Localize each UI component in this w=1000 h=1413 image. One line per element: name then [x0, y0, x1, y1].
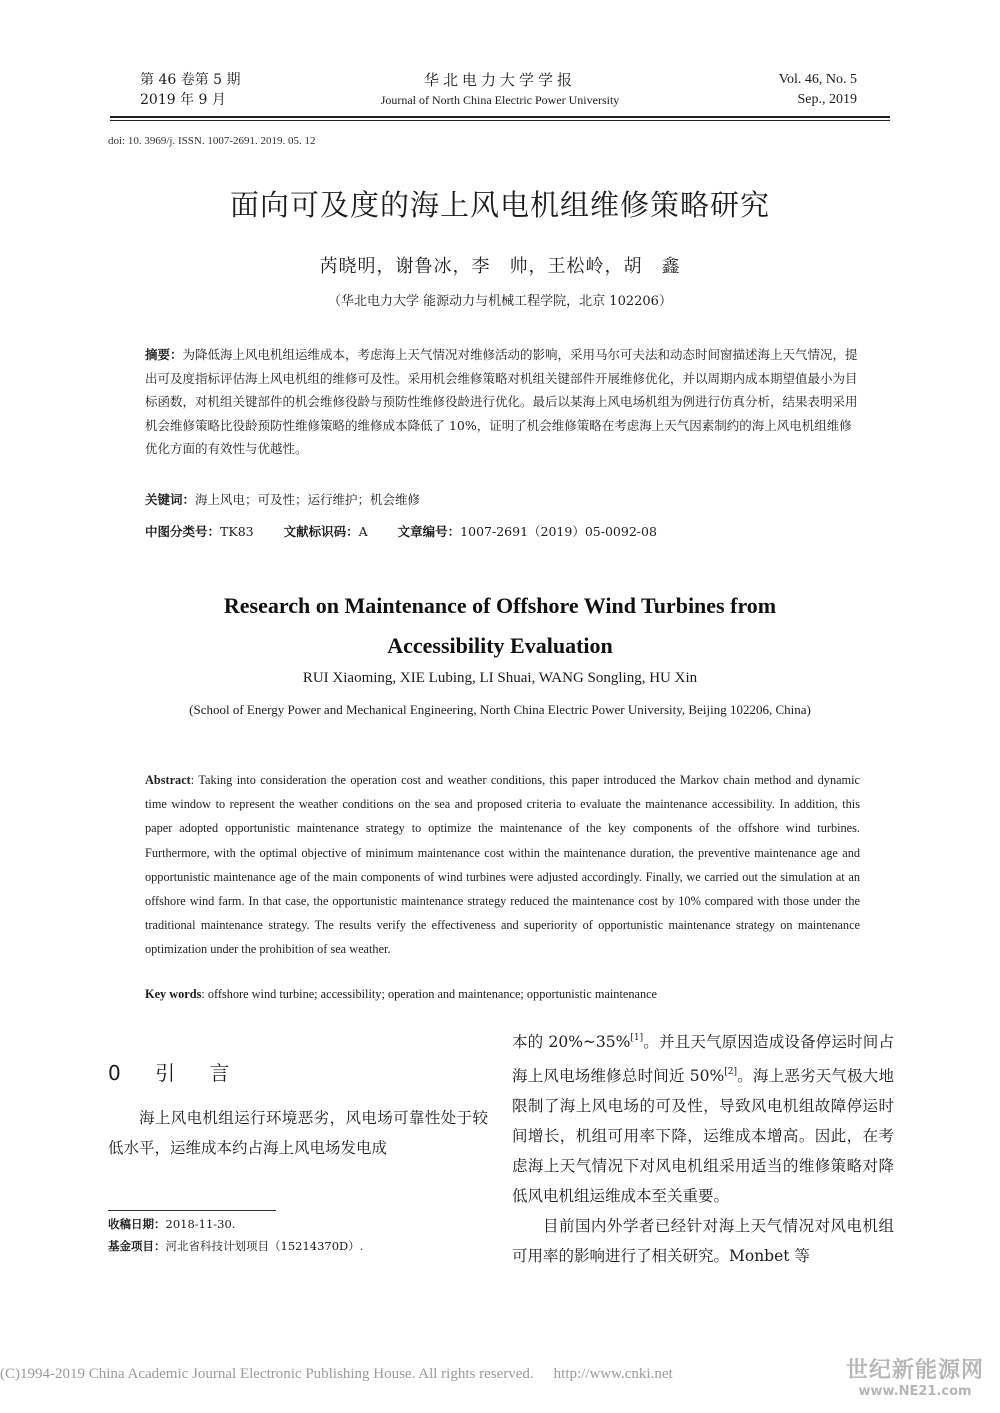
affiliation-cn: （华北电力大学 能源动力与机械工程学院，北京 102206）	[328, 294, 672, 309]
doi: doi: 10. 3969/j. ISSN. 1007-2691. 2019. 05. 12	[108, 135, 316, 147]
copyright-notice	[0, 1366, 673, 1383]
intro-paragraph-right-1	[512, 1023, 894, 1211]
citation-ref-2: [2]	[724, 1067, 737, 1077]
citation-ref-1: [1]	[630, 1033, 644, 1043]
intro-text-segment: 。海上恶劣天气极大地限制了海上风电场的可及性，导致风电机组故障停运时间增长，机组可用率下降，运维成本增高。因此，在考虑海上天气情况下对风电机组采用适当的维修策略对降低风电机组运维成本至关重要。	[512, 1067, 894, 1205]
header-rule-thick	[110, 116, 890, 118]
paper-title-en-line1: Research on Maintenance of Offshore Wind Turbines from	[223, 593, 777, 618]
paper-title-en	[0, 586, 1000, 666]
received-value: 2018-11-30.	[165, 1217, 236, 1231]
journal-name-cn: 华北电力大学学报	[423, 71, 576, 89]
authors-en: RUI Xiaoming, XIE Lubing, LI Shuai, WANG Songling, HU Xin	[302, 670, 698, 686]
article-no-label: 文章编号：	[397, 524, 461, 539]
keywords-cn-label: 关键词：	[145, 492, 196, 507]
header-rule-thin	[110, 120, 890, 121]
fund-value: 河北省科技计划项目（15214370D）.	[165, 1239, 364, 1253]
classification-cn	[145, 522, 657, 542]
keywords-cn-text: 海上风电；可及性；运行维护；机会维修	[195, 492, 421, 507]
keywords-en	[145, 984, 657, 1004]
journal-name-en: Journal of North China Electric Power University	[380, 93, 620, 107]
issue-date-en: Sep., 2019	[797, 92, 857, 107]
abstract-en	[145, 768, 860, 962]
clc-label: 中图分类号：	[145, 524, 221, 539]
intro-paragraph-right-2: 目前国内外学者已经针对海上天气情况对风电机组可用率的影响进行了相关研究。Monbet 等	[512, 1217, 894, 1265]
paper-title-cn: 面向可及度的海上风电机组维修策略研究	[229, 188, 770, 222]
watermark-text-cn: 世纪新能源网	[845, 1358, 984, 1383]
footnote-received	[108, 1215, 235, 1233]
abstract-en-text: : Taking into consideration the operation cost and weather conditions, this paper introduced the Markov chain method and dynamic time window to represent the weather conditions on the sea and proposed criteria to evaluate the maintenance accessibility. In addition, this paper adopted opportunistic maintenance strategy to optimize the maintenance of the key components of the offshore wind turbines. Furthermore, with the optimal objective of minimum maintenance cost within the maintenance duration, the preventive maintenance age and opportunistic maintenance age of the main components of wind turbines were adjusted accordingly. Finally, we carried out the simulation at an offshore wind farm. In that case, the opportunistic maintenance strategy reduced the maintenance cost by 10% compared with those under the traditional maintenance strategy. The results verify the effectiveness and superiority of opportunistic maintenance strategy on maintenance optimization under the prohibition of sea weather.	[145, 773, 860, 957]
received-label: 收稿日期：	[108, 1217, 166, 1231]
intro-paragraph-left: 海上风电机组运行环境恶劣，风电场可靠性处于较低水平，运维成本约占海上风电场发电成	[108, 1109, 488, 1157]
intro-text-segment: 本的 20%~35%	[512, 1033, 631, 1051]
abstract-cn-text: 为降低海上风电机组运维成本，考虑海上天气情况对维修活动的影响，采用马尔可夫法和动态时间窗描述海上天气情况，提出可及度指标评估海上风电机组的维修可及性。采用机会维修策略对机组关键部件开展维修优化，并以周期内成本期望值最小为目标函数，对机组关键部件的机会维修役龄与预防性维修役龄进行优化。最后以某海上风电场机组为例进行仿真分析，结果表明采用机会维修策略比役龄预防性维修策略的维修成本降低了 10%，证明了机会维修策略在考虑海上天气因素制约的海上风电机组维修优化方面的有效性与优越性。	[145, 347, 858, 456]
intro-column-right	[512, 1023, 894, 1271]
keywords-en-text: : offshore wind turbine; accessibility; operation and maintenance; opportunistic maintenance	[201, 987, 658, 1001]
clc-value: TK83	[220, 524, 254, 539]
doc-code-label: 文献标识码：	[283, 524, 359, 539]
abstract-cn	[145, 343, 860, 461]
paper-title-en-line2: Accessibility Evaluation	[387, 633, 613, 658]
journal-issue-info	[140, 70, 241, 110]
keywords-en-label: Key words	[145, 987, 202, 1001]
journal-name	[300, 70, 700, 110]
watermark-url: www.NE21.com	[858, 1384, 972, 1399]
issue-volume-en: Vol. 46, No. 5	[778, 72, 857, 87]
abstract-en-label: Abstract	[145, 773, 191, 787]
authors-cn: 芮晓明，谢鲁冰，李 帅，王松岭，胡 鑫	[319, 256, 681, 277]
copyright-text: (C)1994-2019 China Academic Journal Electronic Publishing House. All rights reserved.	[0, 1366, 534, 1382]
affiliation-en: (School of Energy Power and Mechanical Engineering, North China Electric Power University, Beijing 102206, China)	[189, 702, 811, 717]
keywords-cn	[145, 490, 420, 510]
watermark-logo	[840, 1358, 990, 1400]
footnote-fund	[108, 1237, 363, 1255]
doc-code-value: A	[358, 524, 368, 539]
article-no-value: 1007-2691（2019）05-0092-08	[460, 524, 657, 539]
section-heading-introduction: 0 引 言	[108, 1061, 244, 1085]
footnote-rule	[108, 1210, 276, 1211]
cnki-url: http://www.cnki.net	[553, 1366, 673, 1382]
issue-date: 2019 年 9 月	[140, 92, 226, 108]
intro-text-segment: 。并且天气原因造成设备停运时间占海上风电场维修总时间近 50%	[512, 1033, 894, 1085]
fund-label: 基金项目：	[108, 1239, 166, 1253]
journal-issue-info-en	[779, 70, 857, 110]
abstract-cn-label: 摘要：	[145, 347, 183, 362]
issue-volume: 第 46 卷第 5 期	[140, 72, 241, 88]
